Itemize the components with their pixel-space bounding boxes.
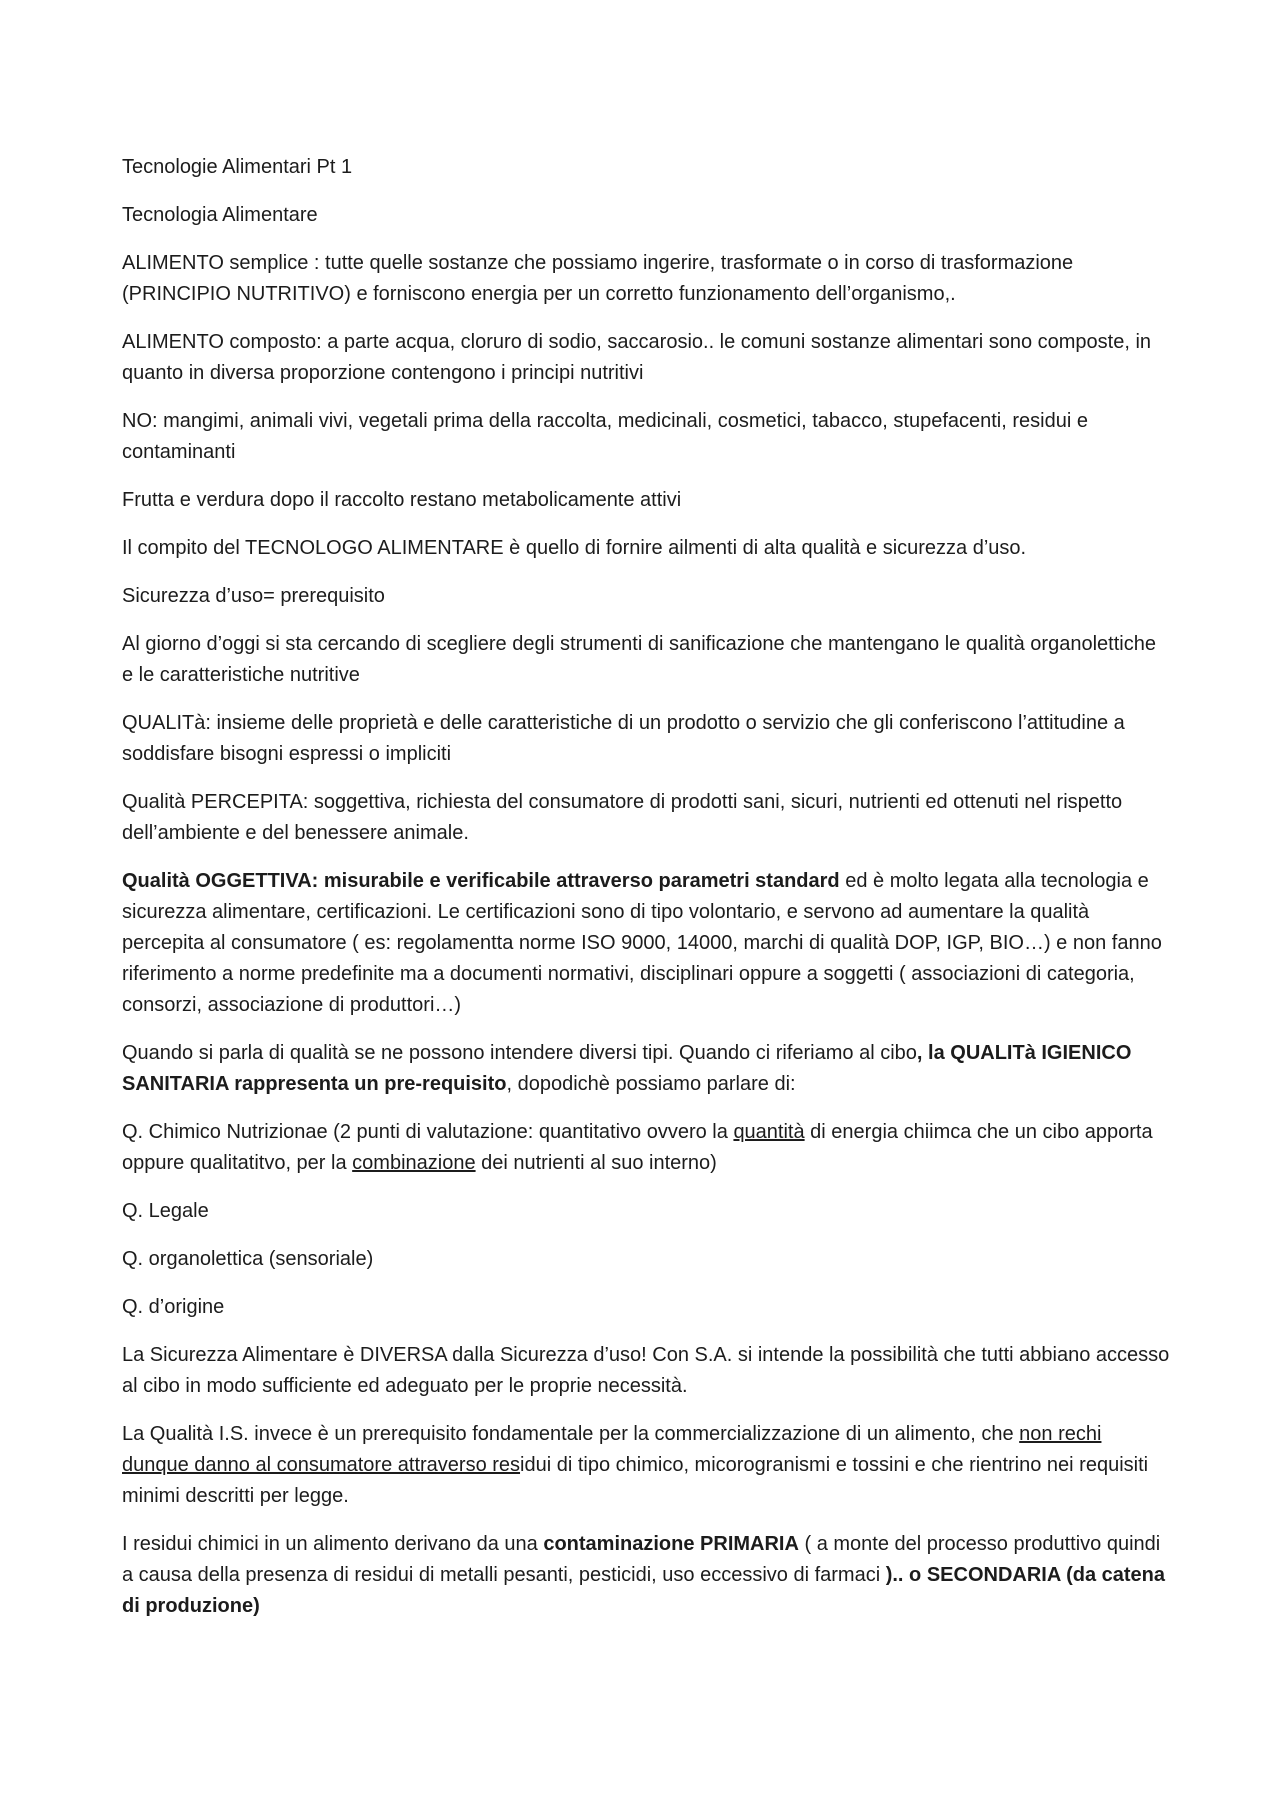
document-page [122, 152, 1172, 1639]
chimico-text-2: di energia chiimca che un cibo apporta oppure qualitatitvo, per la [122, 1121, 1153, 1174]
document-title: Tecnologie Alimentari Pt 1 [122, 156, 353, 178]
paragraph-alimento-semplice: ALIMENTO semplice : tutte quelle sostanze che possiamo ingerire, trasformate o in corso di trasformazione (PRINCIPIO NUTRITIVO) e forniscono energia per un corretto funzionamento dell’organismo,. [122, 252, 1074, 305]
paragraph-sicurezza-alimentare: La Sicurezza Alimentare è DIVERSA dalla Sicurezza d’uso! Con S.A. si intende la possibilità che tutti abbiano accesso al cibo in modo sufficiente ed adeguato per le proprie necessità. [122, 1344, 1170, 1397]
oggettiva-text: ed è molto legata alla tecnologia e sicurezza alimentare, certificazioni. Le certificazioni sono di tipo volontario, e servono ad aumentare la qualità percepita al consumatore ( es: regolamentta norme ISO 9000, 14000, marchi di qualità DOP, IGP, BIO…) e non fanno riferimento a norme predefinite ma a documenti normativi, disciplinari oppure a soggetti ( associazioni di categoria, consorzi, associazione di produttori…) [122, 870, 1162, 1016]
residui-bold-2: ).. o SECONDARIA (da catena di produzione) [122, 1564, 1166, 1617]
document-subtitle: Tecnologia Alimentare [122, 204, 318, 226]
qis-underline: non rechi dunque danno al consumatore attraverso res [122, 1423, 1102, 1476]
paragraph-quando [122, 1038, 1172, 1100]
paragraph-oggettiva [122, 866, 1172, 1021]
paragraph-compito: Il compito del TECNOLOGO ALIMENTARE è quello di fornire ailmenti di alta qualità e sicurezza d’uso. [122, 537, 1027, 559]
quando-bold: , la QUALITà IGIENICO SANITARIA rappresenta un pre-requisito [122, 1042, 1132, 1095]
paragraph-legale: Q. Legale [122, 1200, 209, 1222]
chimico-text-1: Q. Chimico Nutrizionae (2 punti di valutazione: quantitativo ovvero la [122, 1121, 734, 1143]
paragraph-frutta: Frutta e verdura dopo il raccolto restano metabolicamente attivi [122, 489, 682, 511]
paragraph-origine: Q. d’origine [122, 1296, 225, 1318]
paragraph-percepita: Qualità PERCEPITA: soggettiva, richiesta del consumatore di prodotti sani, sicuri, nutrienti ed ottenuti nel rispetto dell’ambiente e del benessere animale. [122, 791, 1123, 844]
chimico-text-3: dei nutrienti al suo interno) [475, 1152, 717, 1174]
paragraph-sicurezza-uso: Sicurezza d’uso= prerequisito [122, 585, 385, 607]
residui-text-1: I residui chimici in un alimento derivano da una [122, 1533, 544, 1555]
chimico-underline-2: combinazione [352, 1152, 476, 1174]
oggettiva-bold: Qualità OGGETTIVA: misurabile e verificabile attraverso parametri standard [122, 870, 840, 892]
quando-text-1: Quando si parla di qualità se ne possono intendere diversi tipi. Quando ci riferiamo al cibo [122, 1042, 917, 1064]
residui-bold-1: contaminazione PRIMARIA [543, 1533, 799, 1555]
paragraph-qualita: QUALITà: insieme delle proprietà e delle caratteristiche di un prodotto o servizio che gli conferiscono l’attitudine a soddisfare bisogni espressi o impliciti [122, 712, 1125, 765]
paragraph-qualita-is [122, 1419, 1172, 1512]
quando-text-2: , dopodichè possiamo parlare di: [506, 1073, 796, 1095]
residui-text-2: ( a monte del processo produttivo quindi a causa della presenza di residui di metalli pesanti, pesticidi, uso eccessivo di farmaci [122, 1533, 1161, 1586]
paragraph-alimento-composto: ALIMENTO composto: a parte acqua, cloruro di sodio, saccarosio.. le comuni sostanze alimentari sono composte, in quanto in diversa proporzione contengono i principi nutritivi [122, 331, 1152, 384]
paragraph-chimico [122, 1117, 1172, 1179]
chimico-underline-1: quantità [733, 1121, 805, 1143]
qis-text-2: idui di tipo chimico, micorogranismi e tossini e che rientrino nei requisiti minimi descritti per legge. [122, 1454, 1149, 1507]
paragraph-al-giorno: Al giorno d’oggi si sta cercando di scegliere degli strumenti di sanificazione che mantengano le qualità organolettiche e le caratteristiche nutritive [122, 633, 1156, 686]
paragraph-organolettica: Q. organolettica (sensoriale) [122, 1248, 374, 1270]
paragraph-residui [122, 1529, 1172, 1622]
qis-text-1: La Qualità I.S. invece è un prerequisito fondamentale per la commercializzazione di un alimento, che [122, 1423, 1020, 1445]
paragraph-no: NO: mangimi, animali vivi, vegetali prima della raccolta, medicinali, cosmetici, tabacco, stupefacenti, residui e contaminanti [122, 410, 1088, 463]
